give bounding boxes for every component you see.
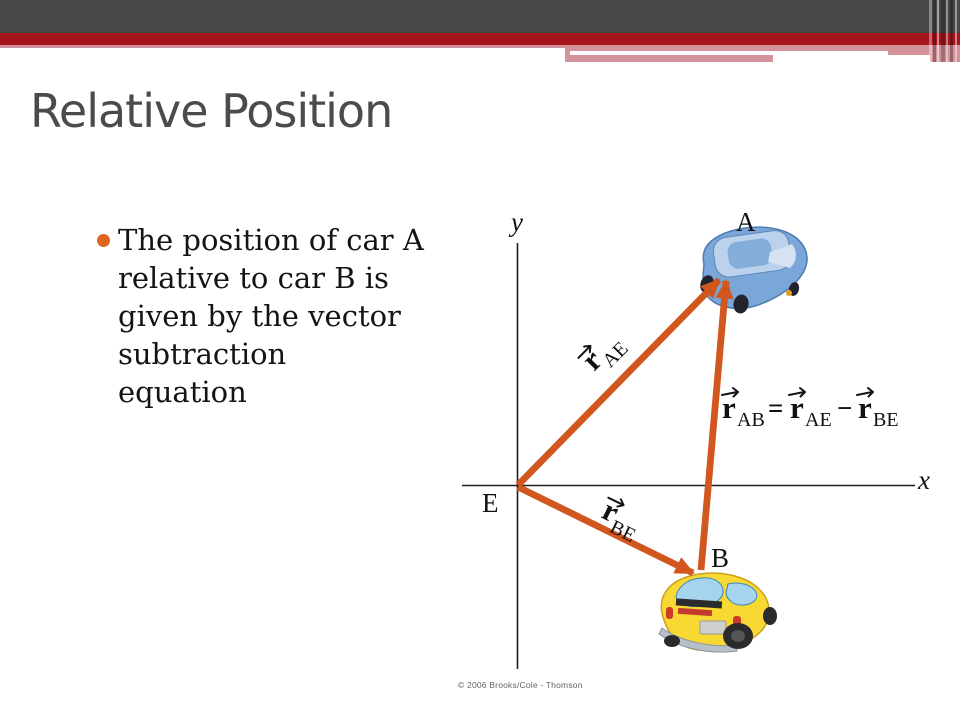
header-stripe xyxy=(955,0,957,62)
equation-minus-sign: − xyxy=(837,393,853,423)
y-axis-label: y xyxy=(511,207,523,237)
vector-label-r-be xyxy=(593,491,648,547)
bullet-line: equation xyxy=(118,375,247,409)
equation-rhs2-subscript: BE xyxy=(873,409,899,431)
equation-lhs-subscript: AB xyxy=(737,409,765,431)
equation-rhs1-base: r xyxy=(790,390,804,425)
bullet-marker xyxy=(97,234,110,247)
r-be-subscript: BE xyxy=(606,515,640,547)
bullet-line: subtraction xyxy=(118,337,287,371)
bullet-item xyxy=(118,221,424,411)
header-stripe xyxy=(950,0,953,62)
header-stripe xyxy=(929,0,932,62)
bullet-line: The position of car A xyxy=(118,223,424,257)
vector-r-ae xyxy=(518,280,719,485)
header-stripe xyxy=(946,0,948,62)
car-b-illustration xyxy=(659,573,777,652)
bullet-line: relative to car B is xyxy=(118,261,389,295)
r-ae-base: r xyxy=(574,342,609,377)
relative-position-figure xyxy=(440,185,960,700)
equation xyxy=(722,388,899,431)
vector-r-ab xyxy=(701,281,726,570)
x-axis-label: x xyxy=(918,465,930,495)
header-stripe xyxy=(941,0,945,62)
car-a-illustration xyxy=(698,227,807,314)
r-ae-subscript: AE xyxy=(598,337,633,372)
equation-rhs2-base: r xyxy=(858,390,872,425)
page-title: Relative Position xyxy=(30,84,393,138)
equation-equals-sign: = xyxy=(768,393,784,423)
header-white-notch xyxy=(773,55,930,62)
car-b-label: B xyxy=(711,543,730,573)
figure-svg xyxy=(440,185,960,700)
vector-r-be xyxy=(518,487,693,573)
header-dark-bar xyxy=(0,0,960,33)
bullet-line: given by the vector xyxy=(118,299,401,333)
equation-lhs-base: r xyxy=(722,390,736,425)
origin-label: E xyxy=(482,488,499,518)
header-stripe xyxy=(933,0,936,62)
equation-rhs1-subscript: AE xyxy=(805,409,832,431)
car-a-label: A xyxy=(736,207,756,237)
header-stripe xyxy=(937,0,939,62)
header-red-bar xyxy=(0,33,960,45)
r-be-base: r xyxy=(596,491,625,530)
figure-copyright: © 2006 Brooks/Cole - Thomson xyxy=(458,680,583,690)
